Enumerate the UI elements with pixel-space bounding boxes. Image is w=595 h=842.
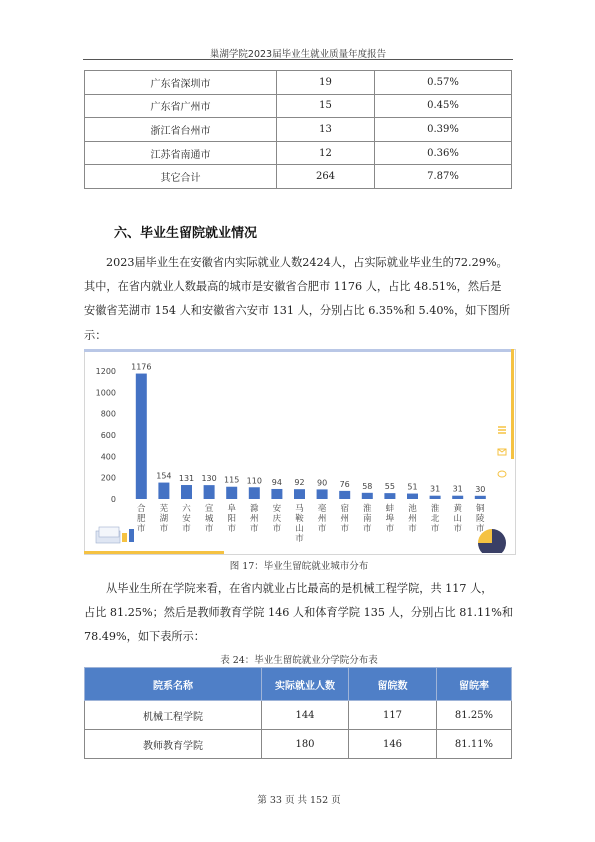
city-cell: 广东省深圳市 — [85, 71, 277, 95]
bar — [339, 491, 350, 499]
college-distribution-table — [84, 667, 512, 759]
x-tick-label: 合肥市 — [137, 504, 146, 534]
bar — [362, 493, 373, 499]
page-header: 巢湖学院2023届毕业生就业质量年度报告 — [209, 49, 387, 60]
city-cell: 广东省广州市 — [85, 94, 277, 118]
bar-chart — [84, 349, 514, 553]
count-cell: 13 — [277, 118, 375, 142]
table-caption: 表 24：毕业生留皖就业分学院分布表 — [220, 655, 378, 666]
section-heading: 六、毕业生留院就业情况 — [114, 226, 258, 241]
figure-caption: 图 17：毕业生留皖就业城市分布 — [229, 561, 369, 572]
paragraph-line: 从毕业生所在学院来看，在省内就业占比最高的是机械工程学院，共 117 人， — [106, 582, 493, 595]
value-label: 31 — [430, 484, 441, 494]
column-header: 院系名称 — [85, 668, 262, 701]
x-tick-label: 亳州市 — [317, 504, 327, 534]
bar — [475, 496, 486, 499]
value-label: 76 — [339, 479, 350, 489]
bar — [158, 483, 169, 499]
value-label: 94 — [271, 477, 282, 487]
bar — [249, 487, 260, 499]
count-cell: 15 — [277, 94, 375, 118]
value-label: 115 — [224, 475, 240, 485]
x-tick-label: 六安市 — [182, 504, 191, 534]
value-label: 92 — [294, 478, 305, 488]
column-header: 留皖数 — [349, 668, 437, 701]
x-tick-label: 蚌埠市 — [385, 504, 395, 534]
paragraph-line: 78.49%，如下表所示： — [84, 630, 205, 644]
percent-cell: 0.45% — [375, 94, 512, 118]
bar — [136, 374, 147, 499]
y-tick-label: 200 — [100, 473, 116, 483]
table-row — [85, 141, 512, 165]
value-label: 51 — [407, 482, 418, 492]
value-label: 154 — [156, 471, 172, 481]
table-row — [85, 730, 512, 759]
x-tick-label: 安庆市 — [272, 504, 282, 534]
table-row — [85, 701, 512, 730]
y-tick-label: 0 — [110, 495, 116, 504]
value-label: 1176 — [131, 362, 152, 372]
bar — [430, 496, 441, 499]
x-tick-label: 宣城市 — [204, 504, 214, 534]
value-labels — [131, 363, 485, 494]
y-tick-label: 1200 — [95, 367, 116, 376]
paragraph-college-summary — [84, 577, 514, 650]
header-divider — [83, 59, 513, 60]
value-label: 58 — [362, 481, 373, 491]
x-tick-label: 铜陵市 — [476, 504, 485, 534]
value-label: 30 — [475, 484, 486, 494]
bar — [384, 493, 395, 499]
bar — [226, 487, 237, 499]
stay-cell: 146 — [349, 730, 437, 759]
bar — [181, 485, 192, 499]
college-name-cell: 机械工程学院 — [85, 701, 262, 730]
x-axis-labels — [137, 503, 485, 544]
bar — [204, 485, 215, 499]
table-header-row — [85, 668, 512, 701]
percent-cell: 0.57% — [375, 71, 512, 95]
value-label: 90 — [317, 478, 328, 488]
value-label: 110 — [246, 476, 262, 486]
x-tick-label: 宿州市 — [340, 504, 349, 534]
menu-icon — [498, 427, 506, 433]
column-header: 实际就业人数 — [262, 668, 349, 701]
paragraph-line: 占比 81.25%；然后是教师教育学院 146 人和体育学院 135 人，分别占比 81.11%和 — [84, 606, 514, 620]
table-row — [85, 165, 512, 189]
college-name-cell: 教师教育学院 — [85, 730, 262, 759]
bar — [294, 489, 305, 499]
table-row — [85, 71, 512, 95]
x-tick-label: 滁州市 — [250, 504, 259, 534]
y-axis-labels — [96, 367, 116, 504]
x-tick-label: 淮南市 — [363, 504, 372, 534]
paragraph-province-summary — [84, 251, 514, 348]
x-tick-label: 淮北市 — [430, 504, 440, 534]
employed-cell: 180 — [262, 730, 349, 759]
document-stack-icon — [96, 527, 134, 543]
paragraph-line: 安徽省芜湖市 154 人和安徽省六安市 131 人，分别占比 6.35%和 5.40%，如下图所 — [84, 304, 511, 318]
bar — [317, 489, 328, 499]
x-tick-label: 阜阳市 — [227, 504, 236, 534]
count-cell: 264 — [277, 165, 375, 189]
y-tick-label: 400 — [100, 452, 116, 462]
mail-icon — [498, 449, 506, 455]
comment-icon — [498, 471, 506, 477]
paragraph-line: 2023届毕业生在安徽省内实际就业人数2424人，占实际就业毕业生的72.29%。 — [106, 256, 508, 269]
percent-cell: 0.36% — [375, 141, 512, 165]
table-row — [85, 118, 512, 142]
y-tick-label: 600 — [100, 431, 116, 440]
count-cell: 12 — [277, 141, 375, 165]
count-cell: 19 — [277, 71, 375, 95]
page-footer: 第 33 页 共 152 页 — [257, 795, 341, 806]
stay-cell: 117 — [349, 701, 437, 730]
bar — [452, 496, 463, 499]
column-header: 留皖率 — [437, 668, 512, 701]
city-distribution-table — [84, 70, 512, 189]
employed-cell: 144 — [262, 701, 349, 730]
value-label: 55 — [384, 482, 395, 492]
value-label: 131 — [178, 474, 195, 484]
table-row — [85, 94, 512, 118]
x-tick-label: 黄山市 — [453, 504, 462, 534]
percent-cell: 7.87% — [375, 165, 512, 189]
paragraph-line: 其中，在省内就业人数最高的城市是安徽省合肥市 1176 人，占比 48.51%，然后是 — [84, 280, 502, 294]
x-tick-label: 马鞍山市 — [295, 504, 304, 544]
city-cell: 其它合计 — [85, 165, 277, 189]
bar — [271, 489, 282, 499]
bar — [407, 494, 418, 499]
value-label: 130 — [201, 474, 217, 484]
y-tick-label: 800 — [100, 409, 116, 419]
rate-cell: 81.25% — [437, 701, 512, 730]
value-label: 31 — [452, 484, 463, 494]
x-tick-label: 池州市 — [408, 504, 417, 534]
city-cell: 江苏省南通市 — [85, 141, 277, 165]
percent-cell: 0.39% — [375, 118, 512, 142]
x-tick-label: 芜湖市 — [159, 504, 169, 534]
y-tick-label: 1000 — [95, 388, 116, 398]
paragraph-line: 示： — [84, 328, 107, 342]
city-cell: 浙江省台州市 — [85, 118, 277, 142]
rate-cell: 81.11% — [437, 730, 512, 759]
